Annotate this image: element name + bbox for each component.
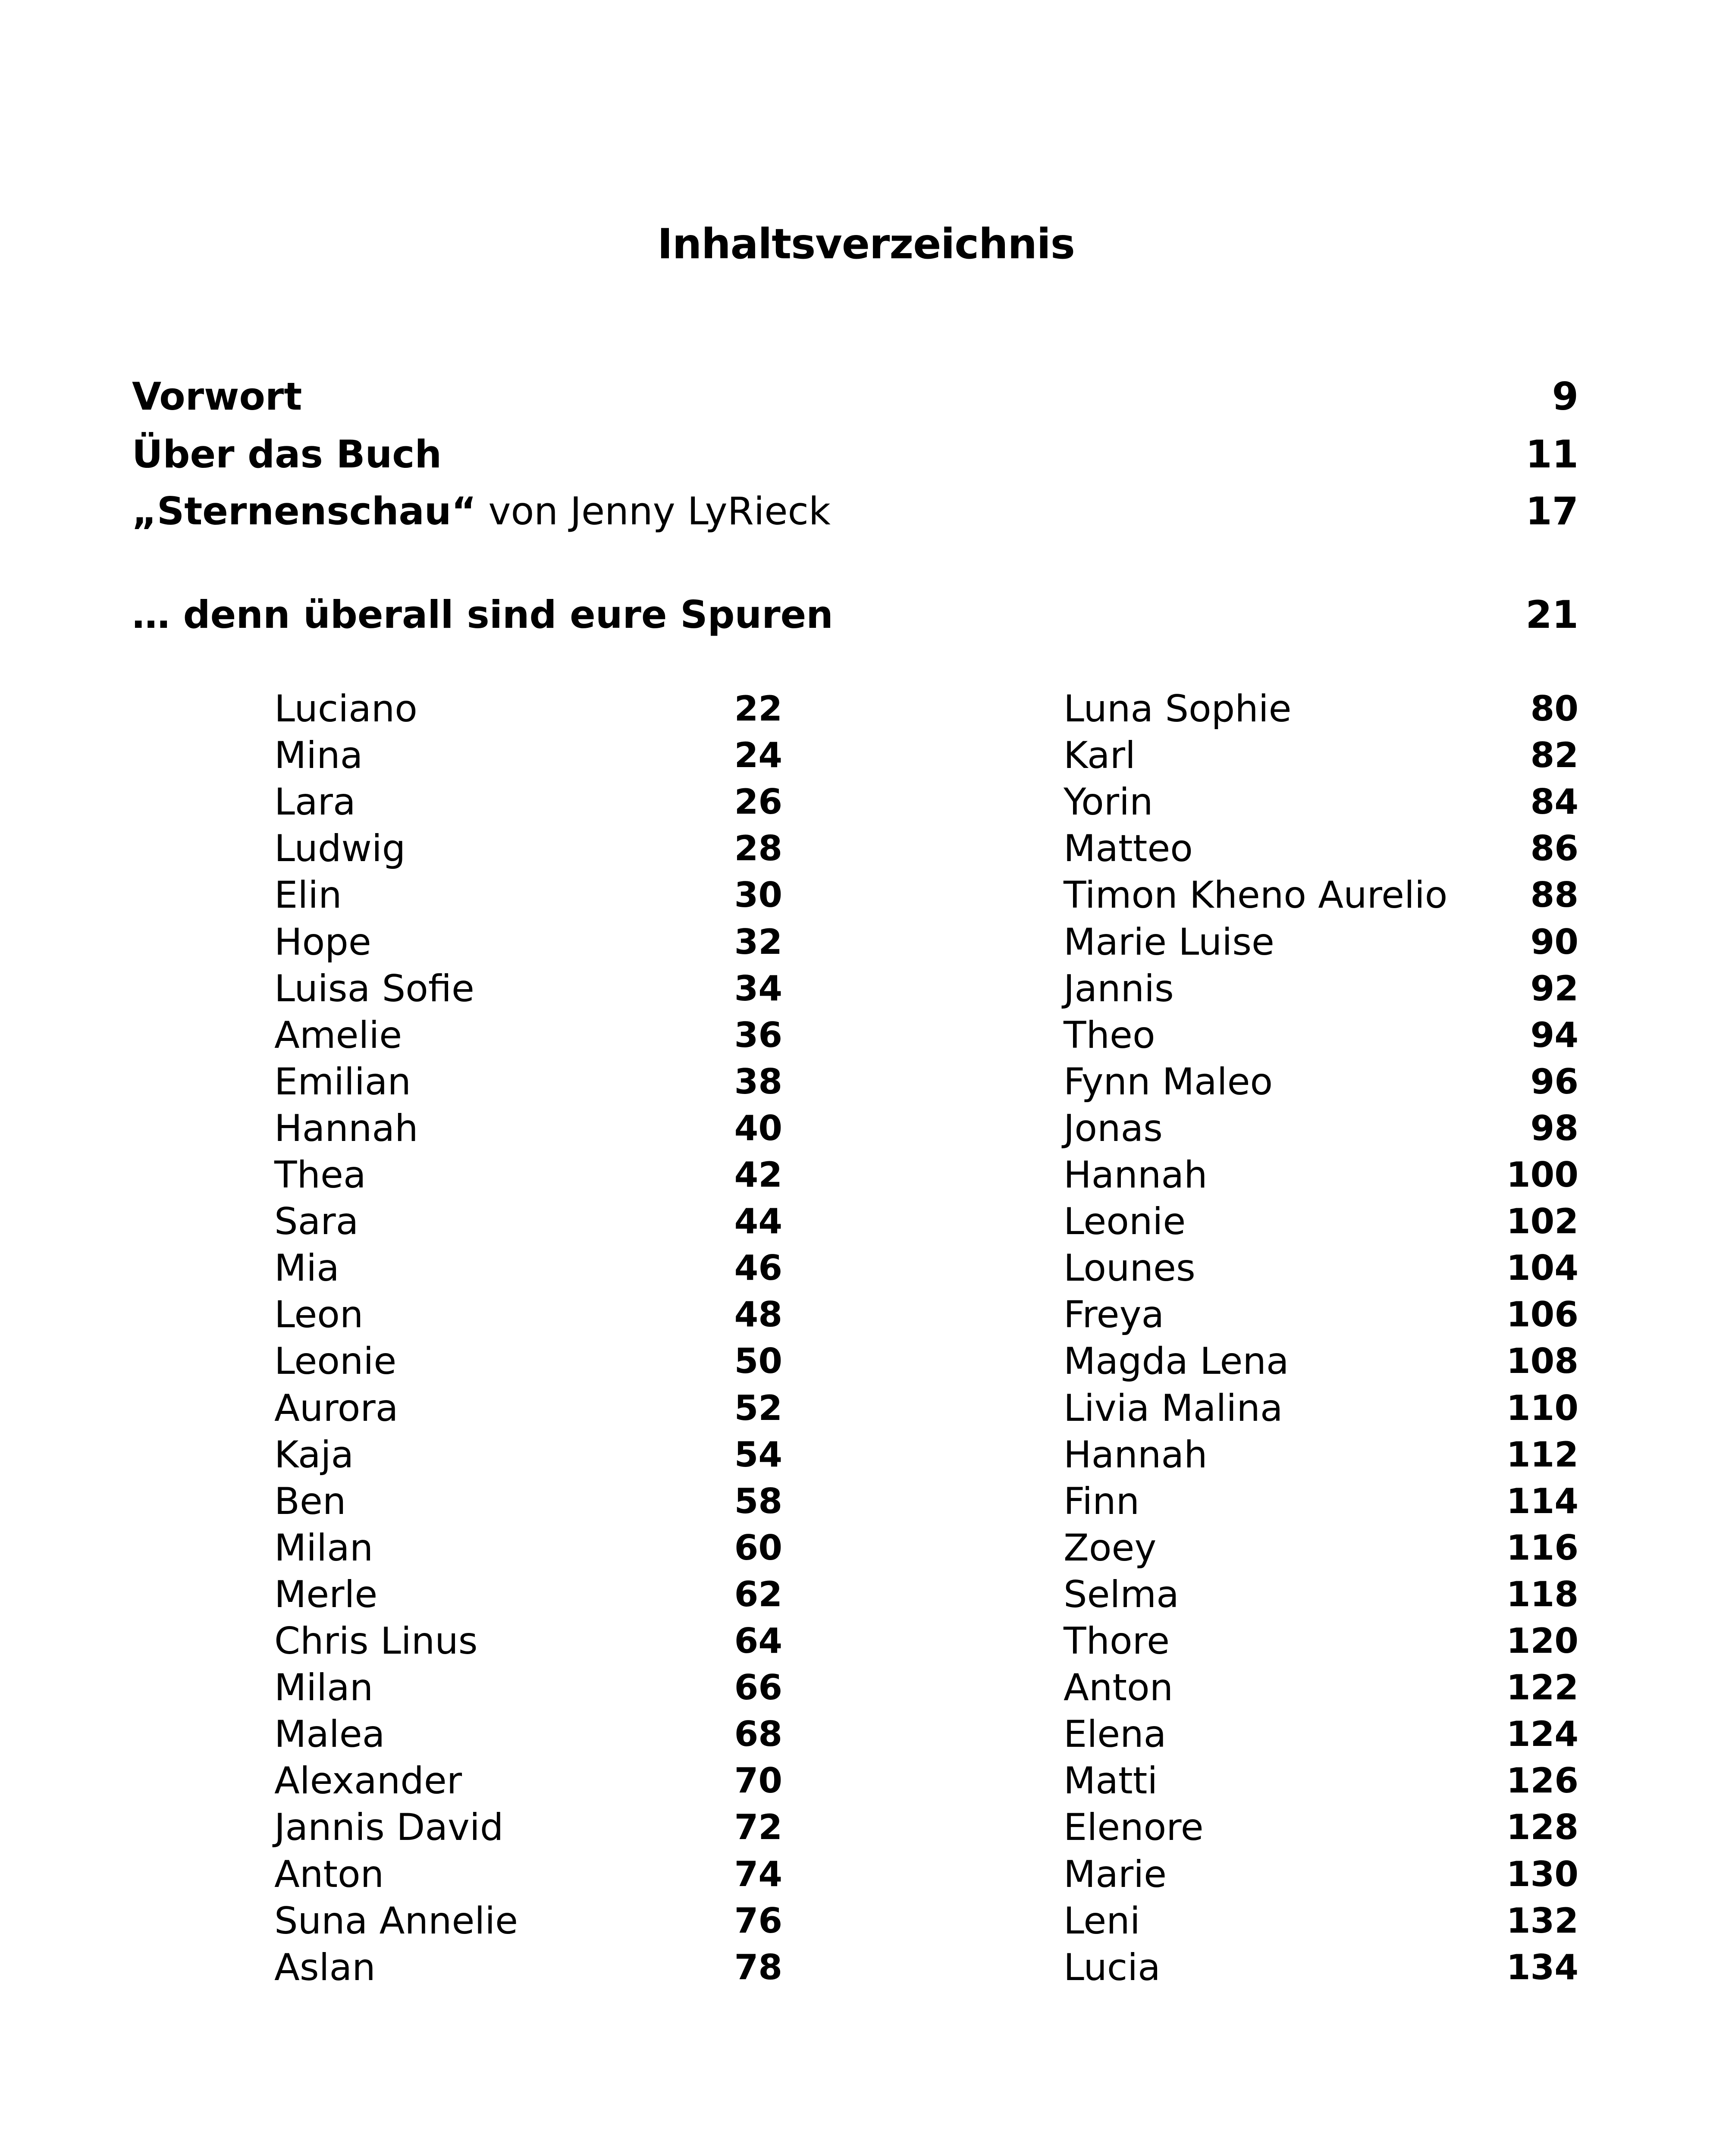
toc-page-number: 102 (1506, 1201, 1578, 1242)
toc-name: Hannah (1064, 1433, 1208, 1476)
toc-name: Milan (274, 1526, 373, 1570)
toc-name: Theo (1064, 1013, 1155, 1057)
toc-page-number: 58 (734, 1481, 782, 1521)
toc-name-entry (274, 1059, 782, 1105)
toc-name: Jonas (1064, 1106, 1163, 1150)
toc-page-number: 78 (734, 1947, 782, 1987)
toc-page-number: 72 (734, 1807, 782, 1848)
toc-name: Lounes (1064, 1247, 1195, 1290)
toc-page-number: 76 (734, 1900, 782, 1941)
toc-name-entry (274, 1758, 782, 1804)
toc-name: Kaja (274, 1433, 354, 1476)
toc-name: Ben (274, 1479, 346, 1523)
toc-page-number: 132 (1506, 1900, 1578, 1941)
toc-name: Anton (1064, 1666, 1173, 1710)
toc-name: Ludwig (274, 827, 406, 871)
toc-page-number: 90 (1530, 921, 1578, 962)
toc-name-entry (274, 1291, 782, 1338)
toc-page-number: 68 (734, 1714, 782, 1755)
toc-name-entry (1064, 1804, 1578, 1851)
toc-page-number: 64 (734, 1621, 782, 1661)
toc-page-number: 40 (734, 1108, 782, 1148)
toc-page-number: 38 (734, 1061, 782, 1102)
toc-page-number: 60 (734, 1527, 782, 1568)
toc-name-entry (1064, 1338, 1578, 1385)
toc-name-entry (274, 1898, 782, 1944)
toc-page-number: 50 (734, 1341, 782, 1382)
toc-name-entry (1064, 1198, 1578, 1245)
toc-page-number: 130 (1506, 1854, 1578, 1894)
toc-name: Leonie (274, 1340, 397, 1383)
toc-page-number: 110 (1506, 1388, 1578, 1428)
toc-page-number: 28 (734, 828, 782, 869)
toc-name: Leni (1064, 1899, 1140, 1943)
toc-name: Livia Malina (1064, 1386, 1283, 1430)
toc-name-entry (274, 1711, 782, 1758)
toc-page-number: 26 (734, 782, 782, 822)
toc-name-entry (1064, 1385, 1578, 1432)
toc-name-entry (1064, 686, 1578, 732)
toc-name: Luna Sophie (1064, 687, 1292, 730)
toc-name-entry (274, 1664, 782, 1711)
toc-name-entry (274, 1618, 782, 1664)
toc-page-number: 82 (1530, 735, 1578, 776)
toc-name-entry (274, 1571, 782, 1618)
toc-page-number: 96 (1530, 1061, 1578, 1102)
toc-entry-title-bold: „Sternenschau“ (132, 489, 477, 533)
toc-name: Hannah (1064, 1153, 1208, 1197)
toc-page-number: 118 (1506, 1574, 1578, 1614)
toc-page-number: 22 (734, 689, 782, 729)
toc-page-number: 106 (1506, 1294, 1578, 1335)
toc-page-number: 88 (1530, 875, 1578, 915)
toc-name: Merle (274, 1573, 378, 1616)
toc-name: Luisa Sofie (274, 967, 474, 1010)
toc-page-number: 128 (1506, 1807, 1578, 1848)
toc-name: Leonie (1064, 1200, 1186, 1244)
toc-name: Hannah (274, 1106, 418, 1150)
toc-page-number: 116 (1506, 1527, 1578, 1568)
toc-page-number: 30 (734, 875, 782, 915)
toc-name-entry (1064, 1245, 1578, 1291)
toc-name: Luciano (274, 687, 417, 730)
toc-name-entry (1064, 1851, 1578, 1898)
toc-name-entry (274, 1338, 782, 1385)
toc-page-number: 48 (734, 1294, 782, 1335)
toc-name: Jannis (1064, 967, 1174, 1010)
toc-name: Marie Luise (1064, 920, 1274, 964)
toc-name-entry (1064, 1152, 1578, 1198)
toc-page-number: 86 (1530, 828, 1578, 869)
toc-name-entry (1064, 919, 1578, 965)
toc-name: Jannis David (274, 1806, 504, 1849)
toc-page-number: 66 (734, 1667, 782, 1708)
toc-name: Hope (274, 920, 371, 964)
toc-entry-label (132, 486, 831, 537)
toc-page-number: 122 (1506, 1667, 1578, 1708)
toc-name-entry (1064, 732, 1578, 779)
toc-name-entry (274, 965, 782, 1012)
toc-name-entry (1064, 1711, 1578, 1758)
toc-page-number: 74 (734, 1854, 782, 1894)
toc-page-number: 126 (1506, 1761, 1578, 1801)
toc-name-entry (274, 919, 782, 965)
toc-name-entry (1064, 1432, 1578, 1478)
toc-page-number: 104 (1506, 1248, 1578, 1288)
toc-page-number: 100 (1506, 1155, 1578, 1195)
toc-name: Malea (274, 1713, 385, 1756)
toc-name-entry (274, 1105, 782, 1152)
toc-name: Anton (274, 1852, 384, 1896)
toc-page-number: 124 (1506, 1714, 1578, 1755)
toc-name: Elenore (1064, 1806, 1204, 1849)
toc-name-entry (1064, 1525, 1578, 1571)
toc-page-number: 62 (734, 1574, 782, 1614)
toc-name: Lucia (1064, 1946, 1161, 1989)
toc-page-number: 84 (1530, 782, 1578, 822)
toc-name: Elin (274, 874, 342, 917)
toc-name-entry (274, 1152, 782, 1198)
toc-name-entry (1064, 1898, 1578, 1944)
toc-name-entry (274, 1525, 782, 1571)
toc-name-entry (1064, 1105, 1578, 1152)
toc-name: Selma (1064, 1573, 1179, 1616)
toc-name-entry (274, 1245, 782, 1291)
toc-page-number: 98 (1530, 1108, 1578, 1148)
toc-name-entry (1064, 1059, 1578, 1105)
toc-name: Karl (1064, 734, 1136, 777)
toc-name: Yorin (1064, 780, 1153, 824)
toc-name: Lara (274, 780, 356, 824)
toc-page-number: 46 (734, 1248, 782, 1288)
toc-page-number: 94 (1530, 1015, 1578, 1055)
toc-page-number: 44 (734, 1201, 782, 1242)
toc-name: Finn (1064, 1479, 1140, 1523)
toc-name: Thore (1064, 1620, 1170, 1663)
toc-name-entry (1064, 965, 1578, 1012)
toc-entry-label: … denn überall sind eure Spuren (132, 592, 833, 637)
toc-name: Thea (274, 1153, 366, 1197)
toc-name-entry (1064, 1758, 1578, 1804)
toc-name-entry (274, 1012, 782, 1059)
toc-entry-label: Über das Buch (132, 432, 442, 476)
toc-name-entry (274, 1198, 782, 1245)
toc-name: Milan (274, 1666, 373, 1710)
toc-name: Matti (1064, 1759, 1158, 1803)
toc-entry-page: 17 (1525, 489, 1578, 533)
toc-name-entry (1064, 872, 1578, 918)
toc-page-number: 80 (1530, 689, 1578, 729)
toc-name-entry (1064, 1571, 1578, 1618)
toc-name-entry (274, 686, 782, 732)
toc-page-number: 70 (734, 1761, 782, 1801)
toc-name-entry (274, 825, 782, 872)
toc-name-entry (274, 1432, 782, 1478)
toc-page-number: 32 (734, 921, 782, 962)
toc-page-number: 36 (734, 1015, 782, 1055)
toc-name: Amelie (274, 1013, 402, 1057)
toc-entry-page: 11 (1525, 432, 1578, 476)
toc-name: Fynn Maleo (1064, 1060, 1273, 1103)
toc-name: Zoey (1064, 1526, 1157, 1570)
toc-page-number: 42 (734, 1155, 782, 1195)
toc-name: Alexander (274, 1759, 462, 1803)
toc-name: Mia (274, 1247, 339, 1290)
toc-name: Suna Annelie (274, 1899, 518, 1943)
toc-entry-label: Vorwort (132, 374, 302, 419)
toc-name-entry (274, 732, 782, 779)
toc-page-number: 52 (734, 1388, 782, 1428)
toc-name-entry (1064, 1618, 1578, 1664)
toc-page-number: 54 (734, 1434, 782, 1475)
toc-name-entry (274, 1478, 782, 1525)
toc-name: Emilian (274, 1060, 411, 1103)
toc-name: Magda Lena (1064, 1340, 1289, 1383)
toc-entry-ueber-das-buch (132, 429, 1578, 480)
toc-name: Chris Linus (274, 1620, 478, 1663)
toc-entry-vorwort (132, 371, 1578, 423)
toc-name: Mina (274, 734, 363, 777)
toc-name: Matteo (1064, 827, 1193, 871)
toc-name-entry (274, 1944, 782, 1991)
toc-page-number: 120 (1506, 1621, 1578, 1661)
toc-page-number: 114 (1506, 1481, 1578, 1521)
toc-name: Marie (1064, 1852, 1167, 1896)
toc-entry-spuren (132, 589, 1578, 641)
toc-name-entry (1064, 825, 1578, 872)
page-title: Inhaltsverzeichnis (657, 220, 1075, 268)
toc-name: Leon (274, 1293, 364, 1337)
toc-name: Elena (1064, 1713, 1167, 1756)
toc-entry-page: 21 (1525, 592, 1578, 637)
toc-name-entry (274, 872, 782, 918)
toc-name-entry (1064, 1012, 1578, 1059)
toc-page-number: 108 (1506, 1341, 1578, 1382)
toc-name-entry (274, 1804, 782, 1851)
toc-entry-page: 9 (1552, 374, 1578, 419)
toc-page-number: 112 (1506, 1434, 1578, 1475)
toc-name: Sara (274, 1200, 359, 1244)
toc-name-entry (1064, 1944, 1578, 1991)
toc-name: Timon Kheno Aurelio (1064, 874, 1448, 917)
toc-page-number: 34 (734, 968, 782, 1009)
toc-page-number: 24 (734, 735, 782, 776)
toc-name: Aurora (274, 1386, 398, 1430)
toc-name: Aslan (274, 1946, 376, 1989)
toc-name-entry (1064, 779, 1578, 825)
toc-page-number: 134 (1506, 1947, 1578, 1987)
toc-entry-sternenschau (132, 486, 1578, 537)
toc-entry-author: von Jenny LyRieck (476, 489, 831, 533)
toc-name-entry (274, 1385, 782, 1432)
toc-page-number: 92 (1530, 968, 1578, 1009)
toc-name-entry (1064, 1478, 1578, 1525)
toc-name-entry (1064, 1664, 1578, 1711)
toc-name-entry (274, 1851, 782, 1898)
toc-name-entry (274, 779, 782, 825)
toc-name: Freya (1064, 1293, 1164, 1337)
toc-name-entry (1064, 1291, 1578, 1338)
